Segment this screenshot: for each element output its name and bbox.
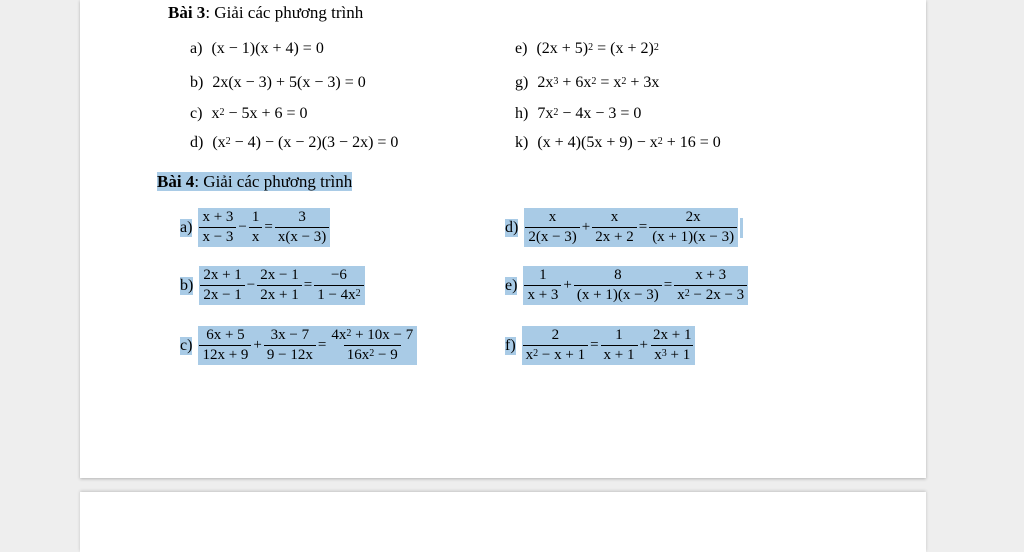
fraction: $\frac{x + 3}{x - 3}$ <box>199 208 236 247</box>
eq-label: a) <box>190 40 203 57</box>
fraction: $\frac{x + 3}{x^2 - 2x - 3}$ <box>674 266 747 305</box>
eq-label: d) <box>505 218 519 236</box>
fraction: $\frac{2x + 1}{2x - 1}$ <box>200 266 244 305</box>
eq-expression: $2x^3 + 6x^2 = x^2 + 3x$ <box>537 74 660 91</box>
fraction: $\frac{1}{x}$ <box>249 208 263 247</box>
bai4-eq-f <box>505 326 695 365</box>
fraction: $\frac{3x - 7}{9 - 12x}$ <box>264 326 316 365</box>
bai3-eq-e <box>515 40 659 58</box>
bai3-eq-b <box>190 74 366 92</box>
eq-expression: $\frac{2}{x^2 - x + 1}$ = $\frac{1}{x + 1}$ + $\frac{2x + 1}{x^3 + 1}$ <box>522 326 696 365</box>
fraction: $\frac{6x + 5}{12x + 9}$ <box>199 326 251 365</box>
eq-expression: $x^2 - 5x + 6 = 0$ <box>211 105 308 122</box>
bai3-eq-c <box>190 105 308 123</box>
eq-expression: $7x^2 - 4x - 3 = 0$ <box>537 105 642 122</box>
eq-expression: $(x^2 - 4) - (x - 2)(3 - 2x) = 0$ <box>212 134 399 151</box>
eq-label: a) <box>180 218 193 236</box>
eq-label: c) <box>190 105 203 122</box>
eq-label: d) <box>190 134 204 151</box>
fraction: $\frac{4x^2 + 10x - 7}{16x^2 - 9}$ <box>331 327 414 363</box>
bai4-heading-text: : Giải các phương trình <box>194 172 353 191</box>
eq-expression: $\frac{6x + 5}{12x + 9}$ + $\frac{3x - 7}{9 - 12x}$ = $\frac{4x^2 + 10x - 7}{16x^2 - 9}$ <box>198 326 417 365</box>
fraction: $\frac{3}{x(x - 3)}$ <box>275 208 329 247</box>
bai4-eq-d <box>505 208 743 247</box>
fraction: $\frac{2x + 1}{x^3 + 1}$ <box>652 327 692 363</box>
eq-label: k) <box>515 134 529 151</box>
eq-label: h) <box>515 105 529 122</box>
bai3-heading-text: : Giải các phương trình <box>205 3 364 22</box>
eq-expression: (x − 1)(x + 4) = 0 <box>211 40 324 57</box>
bai4-heading <box>157 172 352 192</box>
eq-expression: $\frac{2x + 1}{2x - 1}$ − $\frac{2x - 1}{2x + 1}$ = $\frac{-6}{1 - 4x^2}$ <box>199 266 364 305</box>
eq-label: b) <box>190 74 204 91</box>
fraction: $\frac{8}{(x + 1)(x - 3)}$ <box>574 266 662 305</box>
bai4-eq-e <box>505 266 748 305</box>
next-document-page <box>80 492 926 552</box>
text-cursor <box>740 218 743 238</box>
fraction: $\frac{-6}{1 - 4x^2}$ <box>314 266 363 305</box>
eq-label: c) <box>180 336 193 354</box>
eq-label: e) <box>515 40 528 57</box>
fraction: $\frac{x}{2x + 2}$ <box>592 208 636 247</box>
bai3-eq-h <box>515 105 641 123</box>
fraction: $\frac{1}{x + 3}$ <box>524 266 561 305</box>
fraction: $\frac{1}{x + 1}$ <box>601 326 638 365</box>
fraction: $\frac{x}{2(x - 3)}$ <box>525 208 579 247</box>
eq-expression: $\frac{x}{2(x - 3)}$ + $\frac{x}{2x + 2}$ = $\frac{2x}{(x + 1)(x - 3)}$ <box>524 208 738 247</box>
bai3-heading-number: Bài 3 <box>168 3 206 22</box>
bai4-eq-a <box>180 208 330 247</box>
bai4-eq-b <box>180 266 365 305</box>
bai3-eq-g <box>515 74 659 92</box>
fraction: $\frac{2x - 1}{2x + 1}$ <box>257 266 301 305</box>
document-page <box>80 0 926 478</box>
eq-expression: 2x(x − 3) + 5(x − 3) = 0 <box>212 74 366 91</box>
eq-label: g) <box>515 74 529 91</box>
eq-label: e) <box>505 276 518 294</box>
eq-expression: $(x + 4)(5x + 9) - x^2 + 16 = 0$ <box>537 134 721 151</box>
bai4-eq-c <box>180 326 417 365</box>
fraction: $\frac{2}{x^2 - x + 1}$ <box>523 326 588 365</box>
bai3-heading <box>168 3 363 23</box>
fraction: $\frac{2x}{(x + 1)(x - 3)}$ <box>649 208 737 247</box>
bai3-eq-k <box>515 134 721 152</box>
eq-expression: $(2x + 5)^2 = (x + 2)^2$ <box>536 40 659 57</box>
bai3-eq-d <box>190 134 398 152</box>
eq-label: f) <box>505 336 516 354</box>
bai3-eq-a <box>190 40 324 58</box>
eq-expression: $\frac{1}{x + 3}$ + $\frac{8}{(x + 1)(x - 3)}$ = $\frac{x + 3}{x^2 - 2x - 3}$ <box>523 266 748 305</box>
eq-expression: $\frac{x + 3}{x - 3}$ − $\frac{1}{x}$ = $\frac{3}{x(x - 3)}$ <box>198 208 330 247</box>
eq-label: b) <box>180 276 194 294</box>
bai4-heading-number: Bài 4 <box>157 172 195 191</box>
